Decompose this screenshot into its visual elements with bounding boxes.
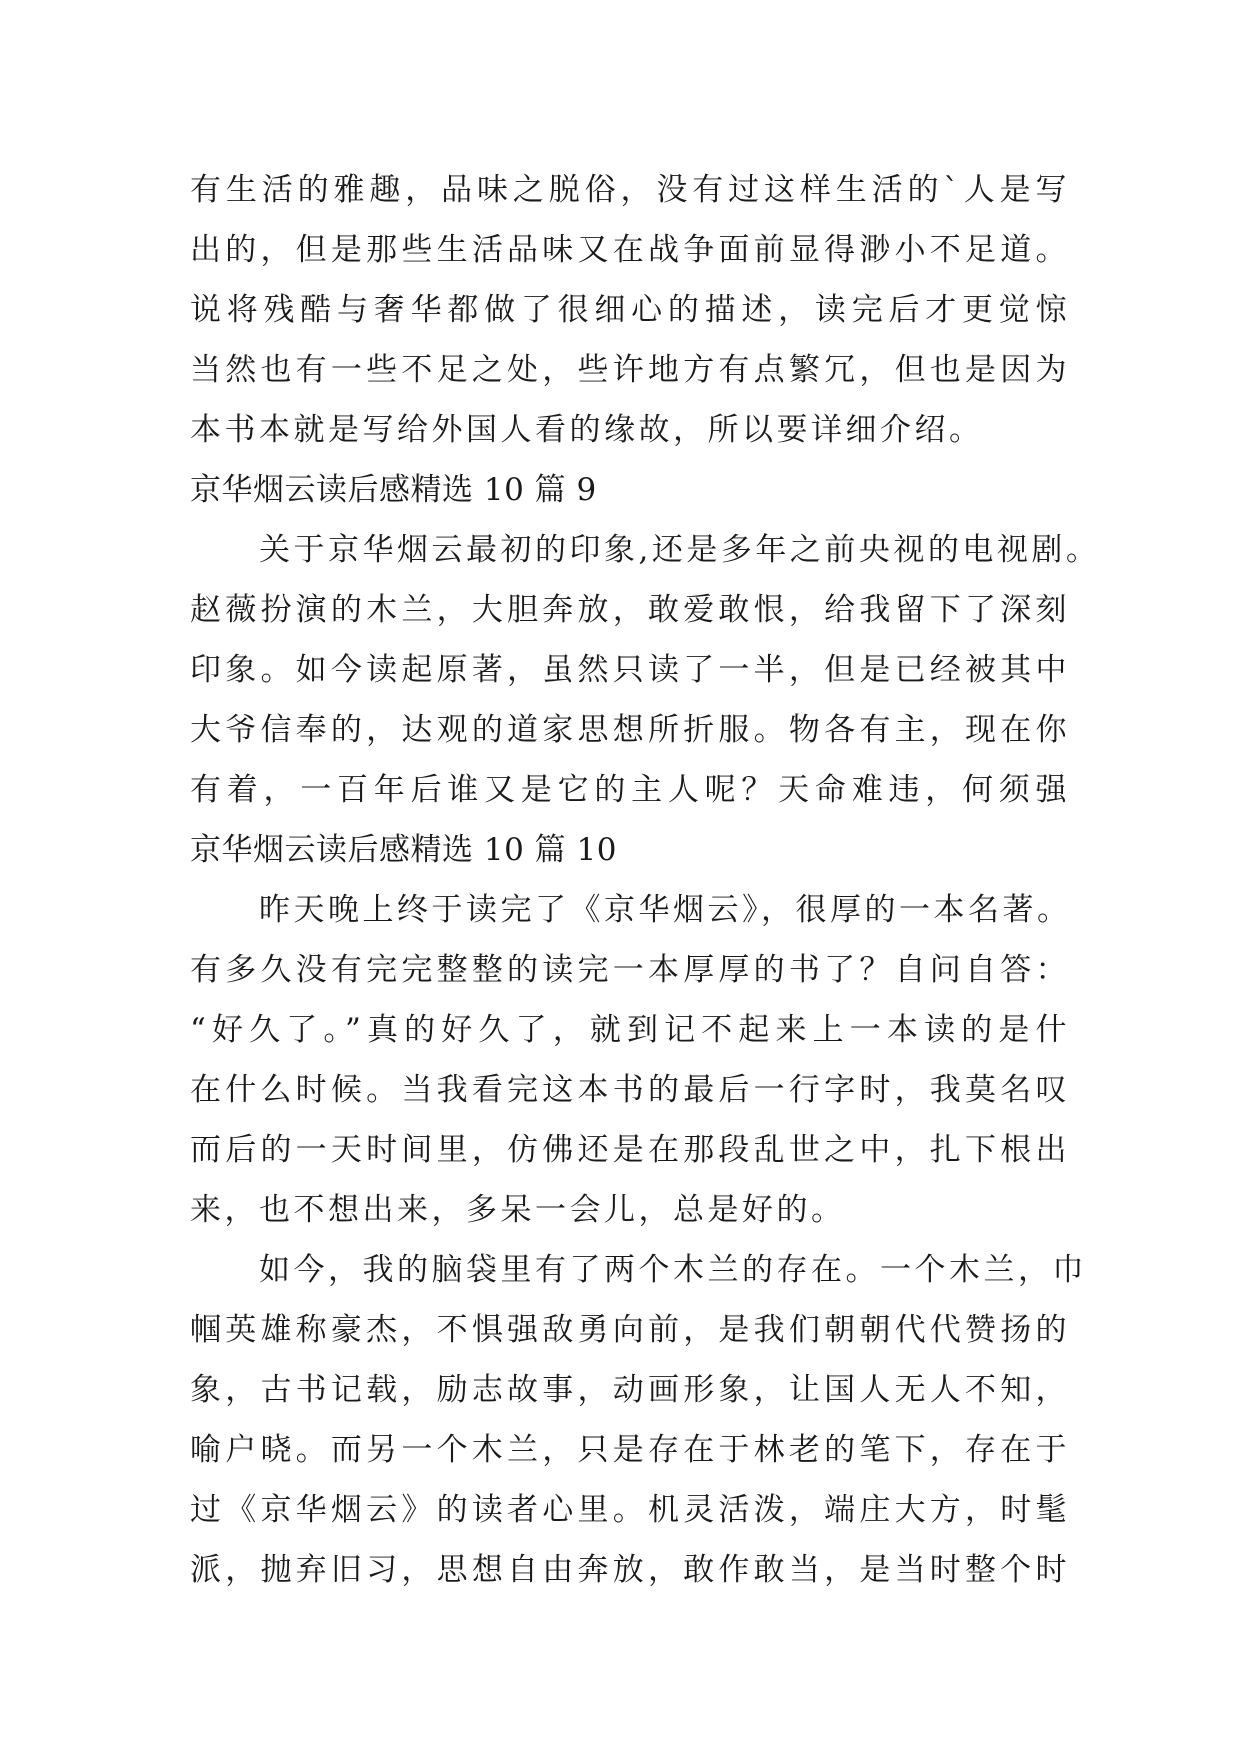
text-line: 过《京华烟云》的读者心里。机灵活泼，端庄大方，时髦	[190, 1492, 1070, 1528]
text-line: 昨天晚上终于读完了《京华烟云》，很厚的一本名著。	[190, 892, 1072, 928]
text-line: 如今，我的脑袋里有了两个木兰的存在。一个木兰，巾	[190, 1252, 1087, 1288]
text-line: 来，也不想出来，多呆一会儿，总是好的。	[190, 1192, 846, 1228]
section-heading: 京华烟云读后感精选 10 篇 9	[190, 472, 597, 508]
text-line: 在什么时候。当我看完这本书的最后一行字时，我莫名叹	[190, 1072, 1070, 1108]
text-line: 有着，一百年后谁又是它的主人呢？天命难违，何须强	[190, 772, 1070, 808]
text-line: 印象。如今读起原著，虽然只读了一半，但是已经被其中	[190, 652, 1070, 688]
text-line: 当然也有一些不足之处，些许地方有点繁冗，但也是因为	[190, 352, 1070, 388]
text-line: 大爷信奉的，达观的道家思想所折服。物各有主，现在你	[190, 712, 1070, 748]
text-line: 说将残酷与奢华都做了很细心的描述，读完后才更觉惊	[190, 292, 1070, 328]
text-line: 象，古书记载，励志故事，动画形象，让国人无人不知，	[190, 1372, 1070, 1408]
text-line: 有多久没有完完整整的读完一本厚厚的书了？自问自答：	[190, 952, 1070, 988]
text-line: 派，抛弃旧习，思想自由奔放，敢作敢当，是当时整个时	[190, 1552, 1070, 1588]
text-line: 关于京华烟云最初的印象,还是多年之前央视的电视剧。	[190, 532, 1101, 568]
text-line: 帼英雄称豪杰，不惧强敌勇向前，是我们朝朝代代赞扬的	[190, 1312, 1070, 1348]
section-heading: 京华烟云读后感精选 10 篇 10	[190, 832, 617, 868]
text-line: 出的，但是那些生活品味又在战争面前显得渺小不足道。	[190, 232, 1070, 268]
text-line: 有生活的雅趣，品味之脱俗，没有过这样生活的`人是写	[190, 172, 1070, 208]
text-line: 赵薇扮演的木兰，大胆奔放，敢爱敢恨，给我留下了深刻	[190, 592, 1070, 628]
text-line: 而后的一天时间里，仿佛还是在那段乱世之中，扎下根出	[190, 1132, 1070, 1168]
text-line: “好久了。”真的好久了，就到记不起来上一本读的是什	[190, 1012, 1070, 1048]
document-body	[190, 160, 1101, 1600]
text-line: 本书本就是写给外国人看的缘故，所以要详细介绍。	[190, 412, 984, 448]
text-line: 喻户晓。而另一个木兰，只是存在于林老的笔下，存在于	[190, 1432, 1070, 1468]
